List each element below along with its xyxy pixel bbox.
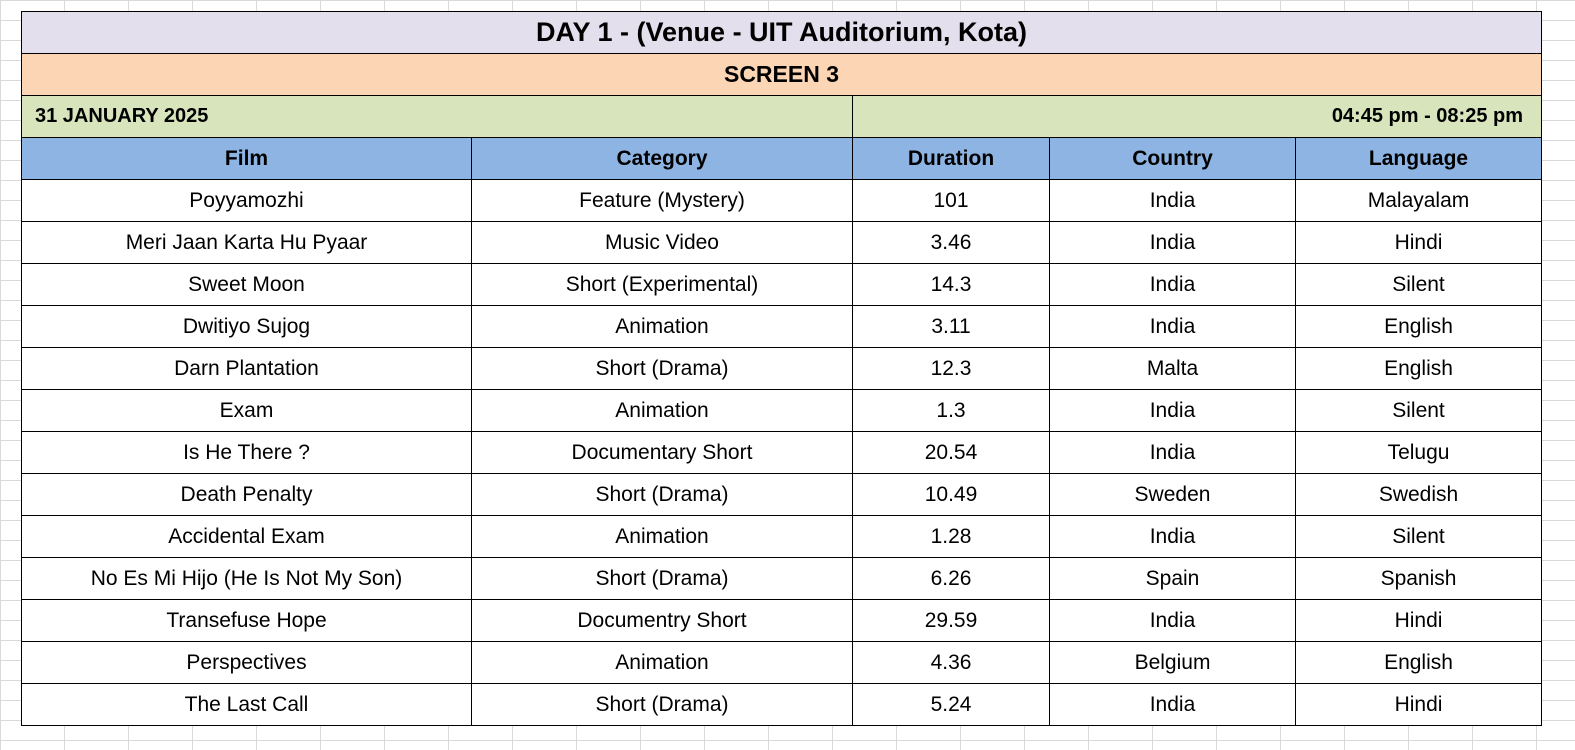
- film-cell[interactable]: Perspectives: [22, 642, 472, 684]
- category-cell[interactable]: Animation: [472, 642, 853, 684]
- category-cell[interactable]: Short (Experimental): [472, 264, 853, 306]
- film-cell[interactable]: No Es Mi Hijo (He Is Not My Son): [22, 558, 472, 600]
- date-cell[interactable]: 31 JANUARY 2025: [22, 96, 853, 138]
- category-cell[interactable]: Animation: [472, 390, 853, 432]
- language-cell[interactable]: English: [1296, 348, 1542, 390]
- film-cell[interactable]: Meri Jaan Karta Hu Pyaar: [22, 222, 472, 264]
- film-cell[interactable]: Death Penalty: [22, 474, 472, 516]
- country-cell[interactable]: India: [1050, 306, 1296, 348]
- film-cell[interactable]: Accidental Exam: [22, 516, 472, 558]
- country-cell[interactable]: Belgium: [1050, 642, 1296, 684]
- schedule-table: [21, 11, 1542, 726]
- duration-cell[interactable]: 5.24: [853, 684, 1050, 726]
- table-row: [22, 642, 1542, 684]
- table-row: [22, 432, 1542, 474]
- duration-cell[interactable]: 12.3: [853, 348, 1050, 390]
- duration-cell[interactable]: 6.26: [853, 558, 1050, 600]
- category-cell[interactable]: Animation: [472, 516, 853, 558]
- duration-cell[interactable]: 29.59: [853, 600, 1050, 642]
- duration-cell[interactable]: 4.36: [853, 642, 1050, 684]
- language-cell[interactable]: Spanish: [1296, 558, 1542, 600]
- country-cell[interactable]: India: [1050, 516, 1296, 558]
- film-cell[interactable]: Dwitiyo Sujog: [22, 306, 472, 348]
- language-cell[interactable]: Hindi: [1296, 222, 1542, 264]
- column-header-duration[interactable]: Duration: [853, 138, 1050, 180]
- language-cell[interactable]: Swedish: [1296, 474, 1542, 516]
- category-cell[interactable]: Animation: [472, 306, 853, 348]
- duration-cell[interactable]: 10.49: [853, 474, 1050, 516]
- film-cell[interactable]: Sweet Moon: [22, 264, 472, 306]
- table-row: [22, 180, 1542, 222]
- language-cell[interactable]: Silent: [1296, 390, 1542, 432]
- duration-cell[interactable]: 20.54: [853, 432, 1050, 474]
- table-row: [22, 558, 1542, 600]
- country-cell[interactable]: India: [1050, 390, 1296, 432]
- country-cell[interactable]: Spain: [1050, 558, 1296, 600]
- category-cell[interactable]: Feature (Mystery): [472, 180, 853, 222]
- category-cell[interactable]: Short (Drama): [472, 348, 853, 390]
- category-cell[interactable]: Documentary Short: [472, 432, 853, 474]
- day-venue-title[interactable]: DAY 1 - (Venue - UIT Auditorium, Kota): [22, 12, 1542, 54]
- table-row: [22, 390, 1542, 432]
- table-row: [22, 306, 1542, 348]
- table-row: [22, 516, 1542, 558]
- duration-cell[interactable]: 3.46: [853, 222, 1050, 264]
- category-cell[interactable]: Short (Drama): [472, 684, 853, 726]
- film-cell[interactable]: Exam: [22, 390, 472, 432]
- language-cell[interactable]: Silent: [1296, 516, 1542, 558]
- title-row: [22, 12, 1542, 54]
- category-cell[interactable]: Short (Drama): [472, 474, 853, 516]
- duration-cell[interactable]: 101: [853, 180, 1050, 222]
- language-cell[interactable]: Malayalam: [1296, 180, 1542, 222]
- film-cell[interactable]: Is He There ?: [22, 432, 472, 474]
- column-header-country[interactable]: Country: [1050, 138, 1296, 180]
- table-row: [22, 348, 1542, 390]
- country-cell[interactable]: India: [1050, 432, 1296, 474]
- screen-label[interactable]: SCREEN 3: [22, 54, 1542, 96]
- duration-cell[interactable]: 3.11: [853, 306, 1050, 348]
- language-cell[interactable]: English: [1296, 642, 1542, 684]
- column-header-category[interactable]: Category: [472, 138, 853, 180]
- language-cell[interactable]: Hindi: [1296, 684, 1542, 726]
- film-cell[interactable]: Poyyamozhi: [22, 180, 472, 222]
- country-cell[interactable]: Sweden: [1050, 474, 1296, 516]
- category-cell[interactable]: Music Video: [472, 222, 853, 264]
- film-cell[interactable]: Darn Plantation: [22, 348, 472, 390]
- country-cell[interactable]: India: [1050, 180, 1296, 222]
- language-cell[interactable]: English: [1296, 306, 1542, 348]
- column-header-language[interactable]: Language: [1296, 138, 1542, 180]
- country-cell[interactable]: Malta: [1050, 348, 1296, 390]
- screen-row: [22, 54, 1542, 96]
- category-cell[interactable]: Documentry Short: [472, 600, 853, 642]
- category-cell[interactable]: Short (Drama): [472, 558, 853, 600]
- film-cell[interactable]: The Last Call: [22, 684, 472, 726]
- country-cell[interactable]: India: [1050, 684, 1296, 726]
- duration-cell[interactable]: 1.3: [853, 390, 1050, 432]
- country-cell[interactable]: India: [1050, 600, 1296, 642]
- table-row: [22, 600, 1542, 642]
- duration-cell[interactable]: 14.3: [853, 264, 1050, 306]
- time-range-cell[interactable]: 04:45 pm - 08:25 pm: [853, 96, 1542, 138]
- column-header-row: [22, 138, 1542, 180]
- language-cell[interactable]: Hindi: [1296, 600, 1542, 642]
- country-cell[interactable]: India: [1050, 222, 1296, 264]
- language-cell[interactable]: Telugu: [1296, 432, 1542, 474]
- table-row: [22, 264, 1542, 306]
- date-time-row: [22, 96, 1542, 138]
- language-cell[interactable]: Silent: [1296, 264, 1542, 306]
- duration-cell[interactable]: 1.28: [853, 516, 1050, 558]
- table-row: [22, 222, 1542, 264]
- country-cell[interactable]: India: [1050, 264, 1296, 306]
- column-header-film[interactable]: Film: [22, 138, 472, 180]
- table-row: [22, 474, 1542, 516]
- table-row: [22, 684, 1542, 726]
- film-cell[interactable]: Transefuse Hope: [22, 600, 472, 642]
